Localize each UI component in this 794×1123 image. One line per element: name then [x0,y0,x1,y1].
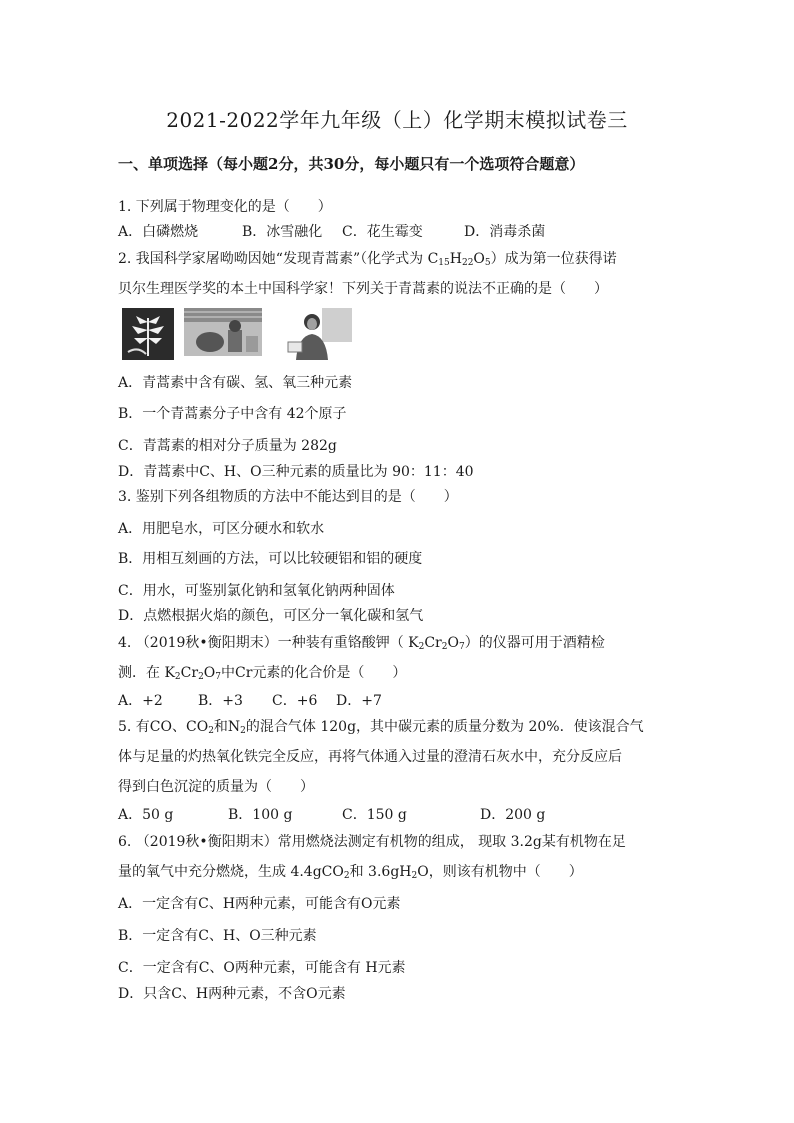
question-6-option-d: D．只含C、H两种元素，不含O元素 [118,986,346,1002]
option: C．+6 [272,693,318,709]
question-2-stem-line1: 2. 我国科学家屠呦呦因她“发现青蒿素”（化学式为 $C_{15}H_{22}O_5$）成为第一位获得诺 [118,251,617,268]
section-heading: 一、单项选择（每小题2分，共30分，每小题只有一个选项符合题意） [118,155,585,173]
option: A．50 g [118,807,174,823]
question-4-options [118,692,382,710]
question-3-option-c: C．用水，可鉴别氯化钠和氢氧化钠两种固体 [118,583,395,599]
question-2-option-d: D．青蒿素中C、H、O三种元素的质量比为 90：11：40 [118,464,474,480]
question-4-stem-line2: 测．在 $K_2Cr_2O_7$中Cr元素的化合价是（ ） [118,665,407,682]
question-5-stem-line1: 5. 有CO、$CO_2$和$N_2$的混合气体 120g，其中碳元素的质量分数为 20%．使该混合气 [118,719,644,736]
option: D．+7 [336,693,382,709]
question-6-stem-line1: 6. （2019秋•衡阳期末）常用燃烧法测定有机物的组成， 现取 3.2g某有机物在足 [118,834,626,850]
option: B．100 g [228,807,293,823]
option: B．冰雪融化 [242,224,323,240]
question-6-option-a: A．一定含有C、H两种元素，可能含有O元素 [118,896,401,912]
question-2-option-a: A．青蒿素中含有碳、氢、氧三种元素 [118,375,353,391]
question-5-stem-line3: 得到白色沉淀的质量为（ ） [118,779,314,795]
question-1-options [118,223,545,241]
option: A．+2 [118,693,163,709]
question-3-option-a: A．用肥皂水，可区分硬水和软水 [118,521,325,537]
question-5-stem-line2: 体与足量的灼热氧化铁完全反应，再将气体通入过量的澄清石灰水中，充分反应后 [118,749,622,765]
question-3-stem: 3. 鉴别下列各组物质的方法中不能达到目的是（ ） [118,489,458,505]
lab-scene-photo [184,308,262,356]
option: D．200 g [480,807,546,823]
question-4-stem-line1: 4. （2019秋•衡阳期末）一种装有重铬酸钾（ $K_2Cr_2O_7$）的仪器可用于酒精检 [118,635,605,652]
question-6-option-b: B．一定含有C、H、O三种元素 [118,928,317,944]
question-1-stem: 1. 下列属于物理变化的是（ ） [118,199,332,215]
option: D．消毒杀菌 [464,224,546,240]
question-5-options [118,806,545,824]
option: A．白磷燃烧 [118,224,199,240]
question-6-stem-line2: 量的氧气中充分燃烧，生成 4.4gCO$_2$和 $3.6gH_2O$，则该有机物中（ ） [118,864,583,881]
question-2-stem-line2: 贝尔生理医学奖的本土中国科学家！下列关于青蒿素的说法不正确的是（ ） [118,281,608,297]
option: C．花生霉变 [342,224,423,240]
scientist-portrait-photo [282,308,352,360]
question-2-option-c: C．青蒿素的相对分子质量为 282g [118,438,337,454]
question-6-option-c: C．一定含有C、O两种元素，可能含有 H元素 [118,960,406,976]
question-3-option-b: B．用相互刻画的方法，可以比较硬铝和铝的硬度 [118,551,423,567]
question-3-option-d: D．点燃根据火焰的颜色，可区分一氧化碳和氢气 [118,608,424,624]
option: B．+3 [198,693,243,709]
option: C．150 g [342,807,407,823]
page-title: 2021-2022学年九年级（上）化学期末模拟试卷三 [166,108,628,132]
question-2-option-b: B．一个青蒿素分子中含有 42个原子 [118,406,347,422]
artemisia-plant-photo [122,308,174,360]
